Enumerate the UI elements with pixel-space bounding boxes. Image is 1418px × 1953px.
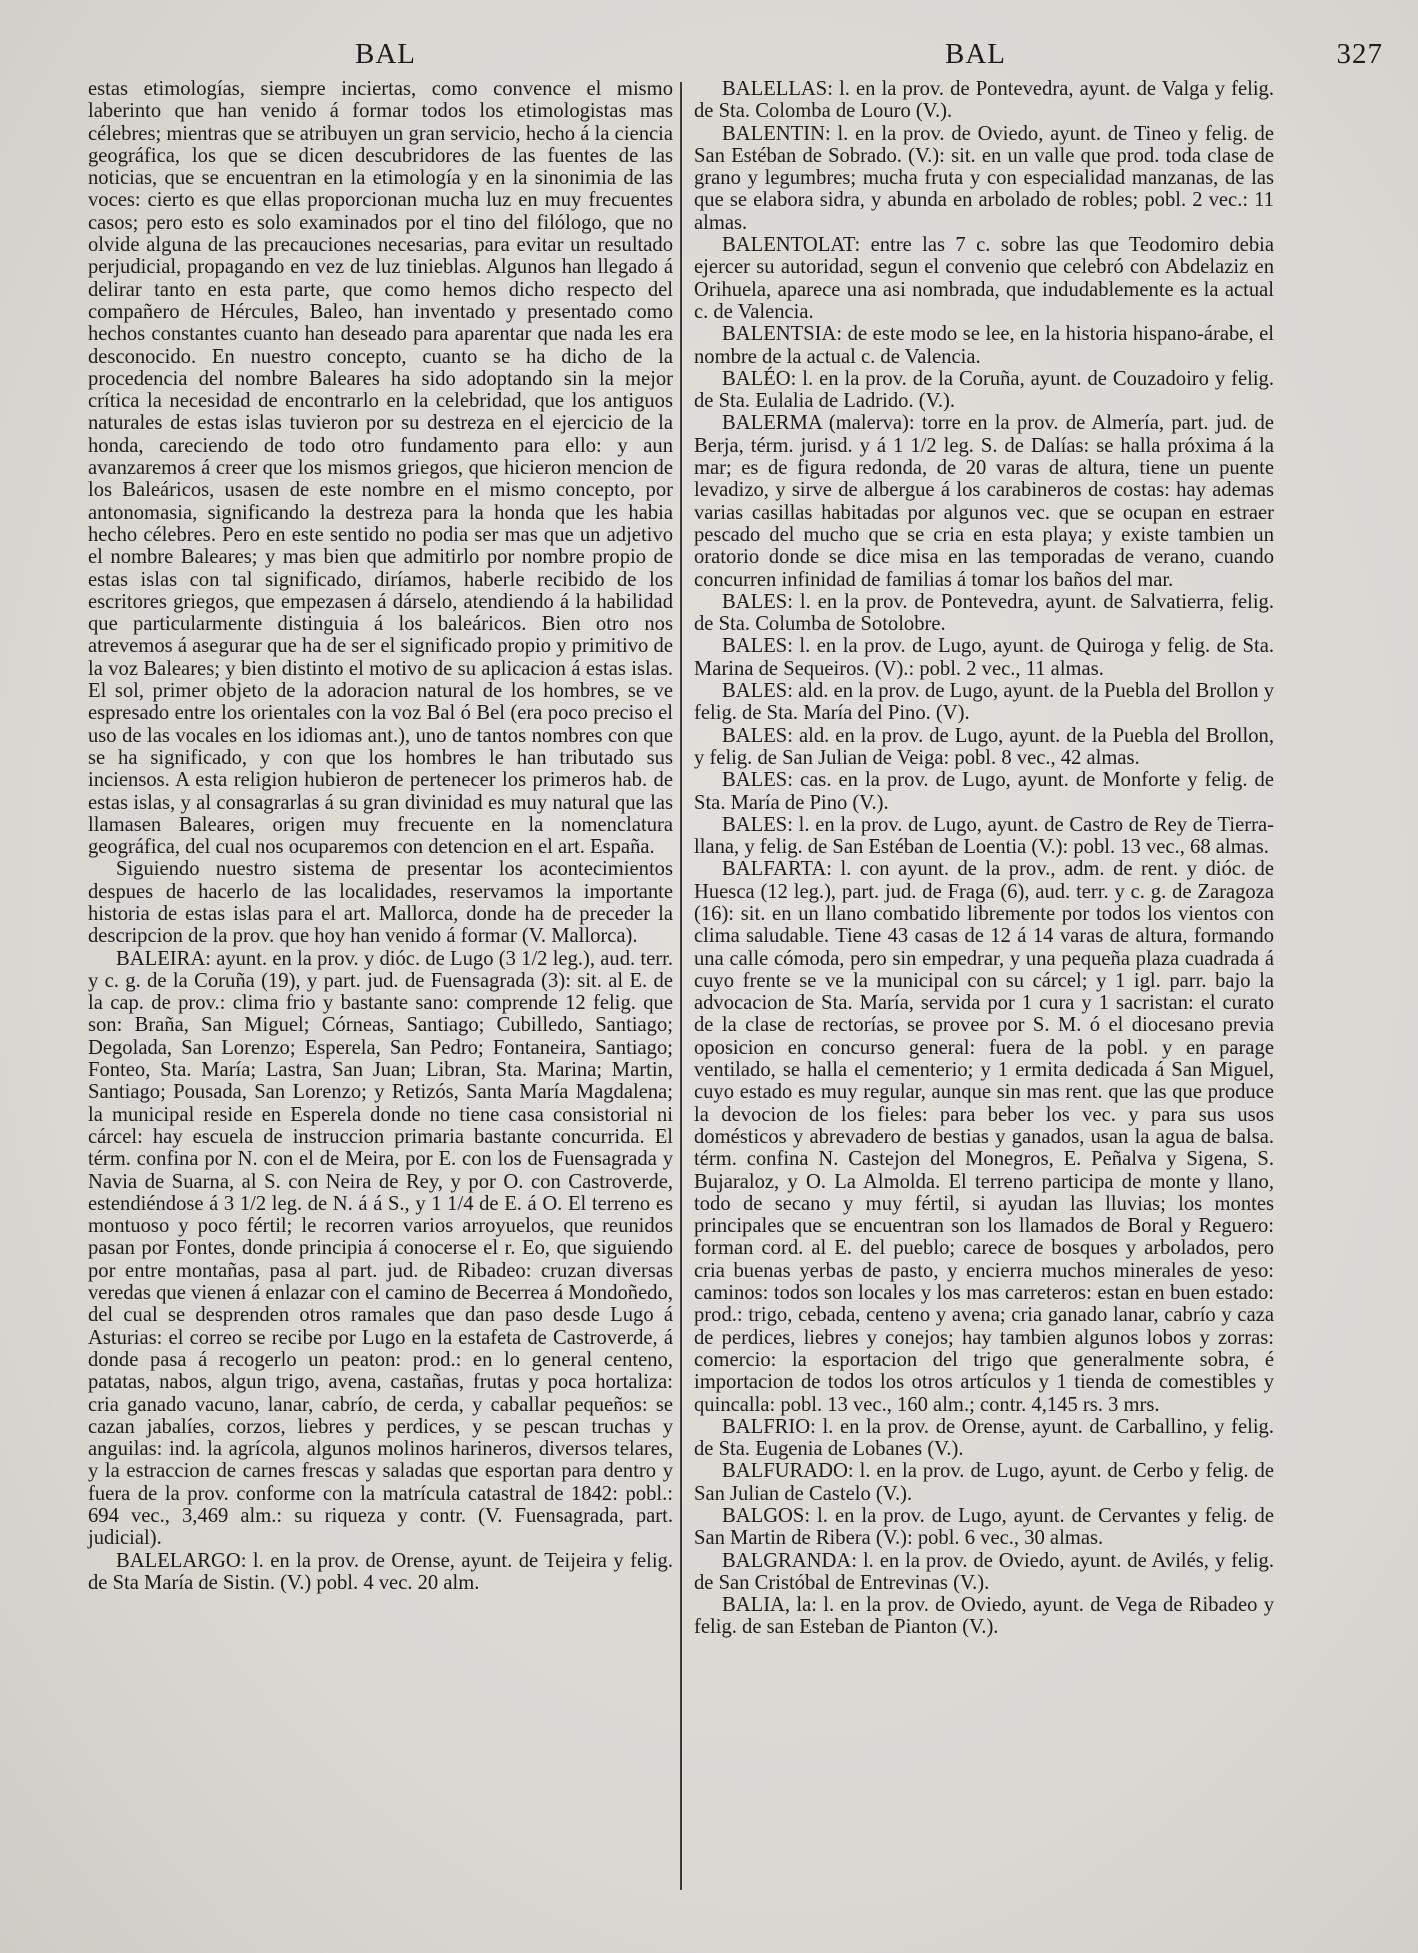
right-headword: BAL	[945, 38, 1006, 70]
entry-balgranda: BALGRANDA: l. en la prov. de Oviedo, ayunt. de Avilés, y felig. de San Cristóbal de Entrevinas (V.).	[694, 1549, 1274, 1594]
history-note-paragraph: Siguiendo nuestro sistema de presentar los acontecimientos despues de hacerlo de las localidades, reservamos la importante historia de estas islas para el art. Mallorca, donde ha de preceder la descripcion de la prov. que hoy han venido á formar (V. Mallorca).	[88, 858, 673, 948]
entry-bales-loentia: BALES: l. en la prov. de Lugo, ayunt. de Castro de Rey de Tierra-llana, y felig. de San Estéban de Loentia (V.): pobl. 13 vec., 68 almas.	[694, 813, 1274, 859]
left-column	[88, 78, 673, 1594]
entry-baleira: BALEIRA: ayunt. en la prov. y dióc. de Lugo (3 1/2 leg.), aud. terr. y c. g. de la Coruña (19), y part. jud. de Fuensagrada (3): sit. al E. de la cap. de prov.: clima frio y bastante sano: comprende 12 felig. que son: Braña, San Miguel; Córneas, Santiago; Cubilledo, Santiago; Degolada, San Lorenzo; Esperela, San Pedro; Fontaneira, Santiago; Fonteo, Sta. María; Lastra, San Juan; Libran, Sta. Marina; Martin, Santiago; Pousada, San Lorenzo; y Retizós, Santa María Magdalena; la municipal reside en Esperela donde no tiene casa consistorial ni cárcel: hay escuela de instruccion primaria bastante concurrida. El térm. confina por N. con el de Meira, por E. con los de Fuensagrada y Navia de Suarna, al S. con Neira de Rey, y por O. con Castroverde, estendiéndose á 3 1/2 leg. de N. á á S., y 1 1/4 de E. á O. El terreno es montuoso y poco fértil; le recorren varios arroyuelos, que reunidos pasan por Fontes, donde principia á conocerse el r. Eo, que siguiendo por entre montañas, pasa al part. jud. de Ribadeo: cruzan diversas veredas que vienen á enlazar con el camino de Becerrea á Mondoñedo, del cual se desprenden otros ramales que dan paso desde Lugo á Asturias: el correo se recibe por Lugo en la estafeta de Castroverde, á donde pasa á recogerlo un peaton: prod.: en lo general centeno, patatas, nabos, algun trigo, avena, castañas, frutas y poca hortaliza: cria ganado vacuno, lanar, cabrío, de cerda, y caballar pequeños: se cazan jabalíes, corzos, liebres y perdices, y se pescan truchas y anguilas: ind. la agrícola, algunos molinos harineros, diversos telares, y la estraccion de carnes frescas y saladas que esportan para dentro y fuera de la prov. conforme con la matrícula catastral de 1842: pobl.: 694 vec., 3,469 alm.: su riqueza y contr. (V. Fuensagrada, part. judicial).	[88, 947, 673, 1550]
column-divider	[680, 82, 682, 1890]
entry-baleo: BALÉO: l. en la prov. de la Coruña, ayunt. de Couzadoiro y felig. de Sta. Eulalia de Ladrido. (V.).	[694, 367, 1274, 413]
running-header	[90, 38, 1383, 78]
entry-balgos: BALGOS: l. en la prov. de Lugo, ayunt. de Cervantes y felig. de San Martin de Ribera (V.): pobl. 6 vec., 30 almas.	[694, 1505, 1274, 1550]
entry-balerma: BALERMA (malerva): torre en la prov. de Almería, part. jud. de Berja, térm. jurisd. y á 1 1/2 leg. S. de Dalías: se halla próxima á la mar; es de figura redonda, de 20 varas de altura, tiene un puente levadizo, y sirve de albergue á los carabineros de costas: hay ademas varias casillas habitadas por algunos vec. que se ocupan en estraer pescado del mucho que se cria en esta playa; y existe tambien un oratorio donde se dice misa en las temporadas de verano, cuando concurren infinidad de familias á tomar los baños del mar.	[694, 412, 1274, 591]
right-column	[694, 78, 1274, 1639]
entry-bales-quiroga: BALES: l. en la prov. de Lugo, ayunt. de Quiroga y felig. de Sta. Marina de Sequeiros. (V).: pobl. 2 vec., 11 almas.	[694, 635, 1274, 680]
page-number: 327	[1336, 38, 1383, 70]
entry-bales-monforte: BALES: cas. en la prov. de Lugo, ayunt. de Monforte y felig. de Sta. María de Pino (V.).	[694, 769, 1274, 814]
entry-balia: BALIA, la: l. en la prov. de Oviedo, ayunt. de Vega de Ribadeo y felig. de san Esteban de Pianton (V.).	[694, 1594, 1274, 1639]
entry-balelargo: BALELARGO: l. en la prov. de Orense, ayunt. de Teijeira y felig. de Sta María de Sistin. (V.) pobl. 4 vec. 20 alm.	[88, 1549, 673, 1594]
continuation-paragraph: estas etimologías, siempre inciertas, como convence el mismo laberinto que han venido á formar todos los etimologistas mas célebres; mientras que se atribuyen un gran servicio, hecho á la ciencia geográfica, los que se dicen descubridores de las fuentes de las noticias, que se encuentran en la etimología y en la sinonimia de las voces: cierto es que ellas proporcionan mucha luz en muy frecuentes casos; pero esto es solo examinados por el tino del filólogo, que no olvide alguna de las precauciones necesarias, para evitar un resultado perjudicial, propagando en vez de luz tinieblas. Algunos han llegado á delirar tanto en esta parte, que como hemos dicho respecto del compañero de Hércules, Baleo, han inventado y presentado como hechos constantes cuanto han deseado para aparentar que nada les era desconocido. En nuestro concepto, cuanto se ha dicho de la procedencia del nombre Baleares ha sido adoptando sin la mejor crítica la necesidad de encontrarlo en la celebridad, que los antiguos naturales de estas islas tuvieron por su destreza en el ejercicio de la honda, careciendo de todo otro fundamento para ello: y aun avanzaremos á creer que los mismos griegos, que hicieron mencion de los Baleáricos, usasen de este nombre en el mismo concepto, por antonomasia, significando la destreza para la honda que les habia hecho célebres. Pero en este sentido no podia ser mas que un adjetivo el nombre Baleares; y mas bien que admitirlo por nombre propio de estas islas con tal significado, diríamos, haberle recibido de los escritores griegos, que empezasen á dárselo, atendiendo á la habilidad que particularmente distinguia á los baleáricos. Bien otro nos atrevemos á asegurar que ha de ser el significado propio y primitivo de la voz Baleares; y bien distinto el motivo de su aplicacion á estas islas. El sol, primer objeto de la adoracion natural de los hombres, se ve espresado entre los orientales con la voz Bal ó Bel (era poco preciso el uso de las vocales en los idiomas ant.), uno de tantos nombres con que se ha significado, y con que los hombres le han tributado sus inciensos. A esta religion hubieron de pertenecer los primeros hab. de estas islas, y al consagrarlas á su gran divinidad es muy natural que las llamasen Baleares, origen muy frecuente en la nomenclatura geográfica, del cual nos ocuparemos con detencion en el art. España.	[88, 78, 673, 859]
entry-balentsia: BALENTSIA: de este modo se lee, en la historia hispano-árabe, el nombre de la actual c. de Valencia.	[694, 323, 1274, 368]
entry-bales-veiga: BALES: ald. en la prov. de Lugo, ayunt. de la Puebla del Brollon, y felig. de San Julian de Veiga: pobl. 8 vec., 42 almas.	[694, 724, 1274, 769]
entry-balfurado: BALFURADO: l. en la prov. de Lugo, ayunt. de Cerbo y felig. de San Julian de Castelo (V.).	[694, 1460, 1274, 1505]
entry-bales-pino: BALES: ald. en la prov. de Lugo, ayunt. de la Puebla del Brollon y felig. de Sta. María del Pino. (V).	[694, 680, 1274, 725]
entry-balentolat: BALENTOLAT: entre las 7 c. sobre las que Teodomiro debia ejercer su autoridad, segun el convenio que celebró con Abdelaziz en Orihuela, aparece una asi nombrada, que indudablemente es la actual c. de Valencia.	[694, 234, 1274, 323]
left-headword: BAL	[355, 38, 416, 70]
entry-balfrio: BALFRIO: l. en la prov. de Orense, ayunt. de Carballino, y felig. de Sta. Eugenia de Lobanes (V.).	[694, 1415, 1274, 1461]
entry-balentin: BALENTIN: l. en la prov. de Oviedo, ayunt. de Tineo y felig. de San Estéban de Sobrado. (V.): sit. en un valle que prod. toda clase de grano y legumbres; mucha fruta y con especialidad manzanas, de las que se elabora sidra, y abunda en arbolado de robles; pobl. 2 vec.: 11 almas.	[694, 122, 1274, 234]
entry-balfarta: BALFARTA: l. con ayunt. de la prov., adm. de rent. y dióc. de Huesca (12 leg.), part. jud. de Fraga (6), aud. terr. y c. g. de Zaragoza (16): sit. en un llano combatido libremente por todos los vientos con clima saludable. Tiene 43 casas de 12 á 14 varas de altura, formando una calle cómoda, pero sin empedrar, y una pequeña plaza cuadrada á cuyo frente se ve la municipal con su cárcel; y 1 igl. parr. bajo la advocacion de Sta. María, servida por 1 cura y 1 sacristan: el curato de la clase de rectorías, se provee por S. M. ó el diocesano previa oposicion en concurso general: fuera de la pobl. y en parage ventilado, se halla el cementerio; y 1 ermita dedicada á San Miguel, cuyo estado es muy regular, aunque sin mas rent. que las que produce la devocion de los fieles: para beber los vec. y para sus usos domésticos y abrevadero de bestias y ganados, usan la agua de balsa. térm. confina N. Castejon del Monegros, E. Peñalva y Sigena, S. Bujaraloz, y O. La Almolda. El terreno participa de monte y llano, todo de secano y muy fértil, si ayudan las lluvias; los montes principales que se encuentran son los llamados de Boral y Reguero: forman cord. al E. del pueblo; carece de bosques y arbolados, pero cria buenas yerbas de pasto, y encierra muchos minerales de yeso: caminos: todos son locales y los mas carreteros: estan en buen estado: prod.: trigo, cebada, centeno y avena; cria ganado lanar, cabrío y caza de perdices, liebres y conejos; hay tambien algunos lobos y zorras: comercio: la esportacion del trigo que generalmente sobra, é importacion de todos los otros artículos y 1 tienda de comestibles y quincalla: pobl. 13 vec., 160 alm.; contr. 4,145 rs. 3 mrs.	[694, 858, 1274, 1416]
entry-bales-pontevedra: BALES: l. en la prov. de Pontevedra, ayunt. de Salvatierra, felig. de Sta. Columba de Sotolobre.	[694, 590, 1274, 636]
entry-balellas: BALELLAS: l. en la prov. de Pontevedra, ayunt. de Valga y felig. de Sta. Colomba de Louro (V.).	[694, 78, 1274, 123]
